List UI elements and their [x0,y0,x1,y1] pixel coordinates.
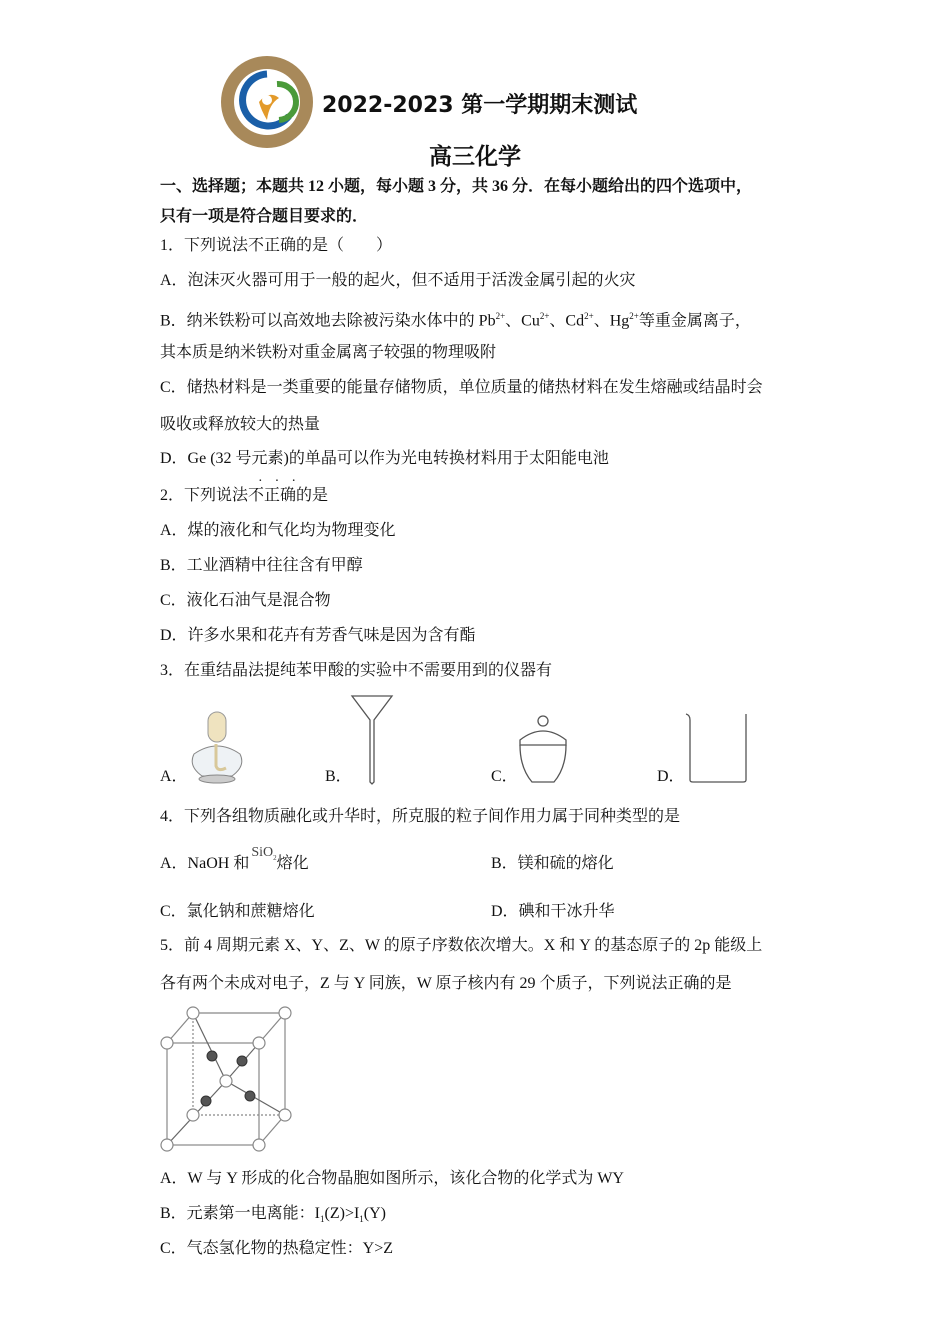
subscript: 2 [273,853,277,862]
q2-option-a: A．煤的液化和气化均为物理变化 [160,522,396,539]
q5-option-a: A．W 与 Y 形成的化合物晶胞如图所示，该化合物的化学式为 WY [160,1170,624,1187]
q1-option-b [160,306,751,331]
q4-option-a [160,845,309,880]
q3-stem: 3．在重结晶法提纯苯甲酸的实验中不需要用到的仪器有 [160,662,553,679]
text: A．NaOH 和 [160,855,250,872]
school-logo [219,54,315,150]
alcohol-lamp-icon [184,710,250,786]
q3-option-a-label: A． [160,768,188,785]
funnel-icon [350,694,394,786]
q4-option-b: B．镁和硫的熔化 [491,855,614,872]
q1-option-a: A．泡沫灭火器可用于一般的起火，但不适用于活泼金属引起的火灾 [160,272,636,289]
q5-stem-cont: 各有两个未成对电子，Z 与 Y 同族，W 原子核内有 29 个质子，下列说法正确的是 [160,975,732,992]
q5-option-c: C．气态氢化物的热稳定性：Y>Z [160,1240,394,1257]
crystal-unit-cell-figure [155,1005,300,1155]
q5-option-b [160,1204,386,1229]
text: B．元素第一电离能：I [160,1205,321,1222]
q2-stem: 2．下列说法不正确的是 [160,487,329,504]
q3-option-d-label: D． [657,768,685,785]
text: 、Cu [505,312,540,330]
crucible-icon [514,712,572,786]
q2-option-d: D．许多水果和花卉有芳香气味是因为含有酯 [160,627,476,644]
q1-option-c: C．储热材料是一类重要的能量存储物质，单位质量的储热材料在发生熔融或结晶时会 [160,379,763,396]
formula-sio2 [251,845,276,860]
superscript: 2+ [629,311,639,321]
superscript: 2+ [584,311,594,321]
q1-stem: 1．下列说法不正确的是（ ） [160,237,393,254]
page-subtitle: 高三化学 [429,144,521,170]
emphasis-dots: ··· [258,474,308,489]
text: 等重金属离子， [638,312,751,330]
superscript: 2+ [539,311,550,321]
q3-option-c-label: C． [491,768,518,785]
subscript: 1 [359,1214,364,1225]
q1-option-c-cont: 吸收或释放较大的热量 [160,416,321,433]
text: 、Cd [549,312,585,330]
section-instructions-cont: 只有一项是符合题目要求的． [160,208,369,225]
section-instructions: 一、选择题；本题共 12 小题，每小题 3 分，共 36 分．在每小题给出的四个选项中， [160,178,753,195]
subscript: 1 [320,1214,325,1225]
q2-option-c: C．液化石油气是混合物 [160,592,331,609]
q4-option-d: D．碘和干冰升华 [491,903,615,920]
superscript: 2+ [495,311,506,321]
text: (Y) [363,1205,387,1222]
q4-option-c: C．氯化钠和蔗糖熔化 [160,903,315,920]
q5-stem: 5．前 4 周期元素 X、Y、Z、W 的原子序数依次增大。X 和 Y 的基态原子的 2p 能级上 [160,937,763,954]
q3-option-b-label: B． [325,768,352,785]
page-title: 2022-2023 第一学期期末测试 [322,93,638,118]
beaker-icon [684,712,750,786]
text: 、Hg [593,312,630,330]
text: 熔化 [276,855,309,872]
text: SiO [251,845,274,860]
q2-option-b: B．工业酒精中往往含有甲醇 [160,557,363,574]
text: (Z)>I [324,1205,360,1222]
text: B．纳米铁粉可以高效地去除被污染水体中的 Pb [160,312,496,330]
q1-option-b-cont: 其本质是纳米铁粉对重金属离子较强的物理吸附 [160,344,497,361]
q4-stem: 4．下列各组物质融化或升华时，所克服的粒子间作用力属于同种类型的是 [160,808,681,825]
q1-option-d: D．Ge (32 号元素)的单晶可以作为光电转换材料用于太阳能电池 [160,450,609,467]
